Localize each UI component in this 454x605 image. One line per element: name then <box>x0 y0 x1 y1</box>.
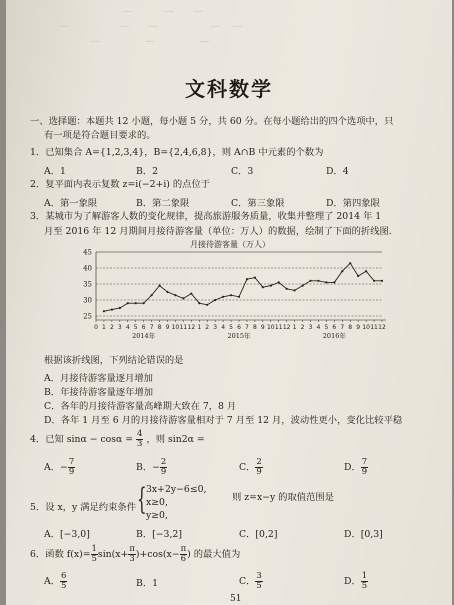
q6-f3-num: π <box>180 544 187 554</box>
q6-a-den: 5 <box>61 581 67 591</box>
x-tick-label: 4 <box>316 324 321 331</box>
data-point <box>103 310 105 312</box>
data-point <box>309 280 311 282</box>
data-point <box>246 278 248 280</box>
q1-option-c[interactable]: C．3 <box>231 166 254 177</box>
x-tick-label: 8 <box>348 324 353 331</box>
q4-option-a[interactable] <box>44 458 75 477</box>
q3-option-a[interactable]: A．月接待游客量逐月增加 <box>44 373 153 384</box>
q5-constraint-1: 3x+2y−6≤0, <box>146 484 207 495</box>
x-tick-label: 3 <box>117 324 122 331</box>
data-point <box>174 294 176 296</box>
x-tick-label: 1 <box>292 324 297 331</box>
q4-a-num: 7 <box>68 457 75 467</box>
data-point <box>135 302 137 304</box>
y-tick-label: 25 <box>83 312 92 321</box>
q3-option-c[interactable]: C．各年的月接待游客量高峰期大致在 7，8 月 <box>44 401 237 412</box>
data-point <box>254 277 256 279</box>
y-tick-label: 35 <box>83 280 92 289</box>
q3-option-b[interactable]: B．年接待游客量逐年增加 <box>44 387 154 398</box>
year-label: 2014年 <box>132 332 156 340</box>
x-tick-label: 2 <box>300 324 305 331</box>
q4-option-d[interactable] <box>344 458 368 477</box>
q6-option-d[interactable] <box>344 572 368 591</box>
q5-option-a[interactable]: A．[−3,0] <box>44 529 90 540</box>
x-tick-label: 4 <box>221 324 226 331</box>
q6-f2-den: 3 <box>129 554 135 564</box>
data-point <box>190 293 192 295</box>
q5-option-b[interactable]: B．[−3,2] <box>136 529 182 540</box>
q4-frac-num: 4 <box>137 429 143 439</box>
q6-a-num: 6 <box>61 571 67 581</box>
x-tick-label: 10 <box>266 324 275 331</box>
q6-stem-c: )+cos(x− <box>135 549 180 560</box>
x-tick-label: 8 <box>157 324 162 331</box>
data-point <box>230 294 232 296</box>
chart-svg <box>70 238 400 350</box>
question-5-stem-a: 5．设 x，y 满足约束条件 <box>30 502 136 513</box>
section-heading: 一、选择题：本题共 12 小题，每小题 5 分，共 60 分。在每小题给出的四个选项中，只 <box>30 116 394 127</box>
x-tick-label: 3 <box>308 324 313 331</box>
visitor-line-chart <box>70 238 400 350</box>
q5-option-d[interactable]: D．[0,3] <box>344 529 383 540</box>
q4-stem-b: ，则 sin2α = <box>146 434 205 445</box>
series-line <box>104 263 382 311</box>
x-tick-label: 5 <box>133 324 138 331</box>
q4-frac-den: 3 <box>137 439 143 449</box>
data-point <box>158 285 160 287</box>
q5-constraint-3: y≥0, <box>146 510 168 521</box>
q6-option-b[interactable]: B．1 <box>136 578 159 589</box>
data-point <box>357 275 359 277</box>
data-point <box>119 307 121 309</box>
data-point <box>222 296 224 298</box>
data-point <box>151 294 153 296</box>
q6-d-label: D． <box>344 576 361 587</box>
x-tick-label: 10 <box>362 324 370 331</box>
x-tick-label: 12 <box>282 324 291 331</box>
data-point <box>143 302 145 304</box>
x-tick-label: 4 <box>125 324 130 331</box>
data-point <box>127 302 129 304</box>
q6-f2-num: π <box>129 544 135 554</box>
q1-option-a[interactable]: A．1 <box>44 166 66 177</box>
year-label: 2016年 <box>322 332 346 340</box>
question-2-stem: 2．复平面内表示复数 z=i(−2+i) 的点位于 <box>30 179 211 190</box>
q5-brace-icon: { <box>137 482 147 517</box>
show-through-text: — — — — — — — — — — — <box>46 6 243 47</box>
q4-fraction <box>136 430 143 449</box>
document-page <box>6 0 452 605</box>
y-tick-label: 30 <box>83 296 92 305</box>
q5-option-c[interactable]: C．[0,2] <box>239 529 278 540</box>
data-point <box>301 285 303 287</box>
x-tick-label: 2 <box>205 324 210 331</box>
x-tick-label: 3 <box>213 324 218 331</box>
data-point <box>349 262 351 264</box>
question-4-stem <box>30 430 205 450</box>
q6-c-label: C． <box>239 576 256 587</box>
x-tick-label: 12 <box>378 324 386 331</box>
x-tick-label: 11 <box>179 324 188 331</box>
data-point <box>286 288 288 290</box>
x-tick-label: 7 <box>340 324 345 331</box>
q4-a-label: A．− <box>44 462 68 473</box>
q6-d-den: 5 <box>361 581 368 591</box>
x-tick-label: 10 <box>171 324 180 331</box>
y-tick-label: 45 <box>83 248 92 257</box>
question-3-stem: 3．某城市为了解游客人数的变化规律，提高旅游服务质量，收集并整理了 2014 年 1 <box>30 211 382 222</box>
x-tick-label: 6 <box>141 324 146 331</box>
q4-option-c[interactable] <box>239 458 263 477</box>
q6-stem-b: sin(x+ <box>97 549 129 560</box>
x-tick-label: 1 <box>197 324 202 331</box>
page-title: 文科数学 <box>185 77 273 101</box>
q2-option-c[interactable]: C．第三象限 <box>231 198 285 209</box>
question-6-stem <box>30 545 240 565</box>
y-tick-label: 40 <box>83 264 92 273</box>
q2-option-d[interactable]: D．第四象限 <box>326 198 380 209</box>
data-point <box>111 309 113 311</box>
chart-title: 月接待游客量（万人） <box>190 240 270 249</box>
q4-b-num: 2 <box>160 457 167 467</box>
data-point <box>238 296 240 298</box>
data-point <box>198 302 200 304</box>
q4-b-den: 9 <box>160 467 167 477</box>
q4-a-den: 9 <box>68 467 75 477</box>
q6-f1-num: 1 <box>91 544 97 554</box>
data-point <box>182 297 184 299</box>
x-tick-label: 7 <box>245 324 249 331</box>
q6-c-den: 5 <box>256 581 262 591</box>
x-tick-label: 6 <box>237 324 241 331</box>
q4-option-b[interactable] <box>136 458 167 477</box>
q2-option-b[interactable]: B．第二象限 <box>136 198 190 209</box>
q6-f1-den: 5 <box>91 554 97 564</box>
data-point <box>166 291 168 293</box>
q6-option-a[interactable] <box>44 572 67 591</box>
x-tick-label: 12 <box>187 324 196 331</box>
question-3-prompt: 根据该折线图，下列结论错误的是 <box>44 355 184 366</box>
data-point <box>381 280 383 282</box>
x-tick-label: 6 <box>332 324 337 331</box>
section-heading-cont: 有一项是符合题目要求的。 <box>44 130 156 141</box>
q6-option-c[interactable] <box>239 572 263 591</box>
q1-option-d[interactable]: D．4 <box>326 166 349 177</box>
q6-c-num: 3 <box>256 571 262 581</box>
q4-d-den: 9 <box>361 467 368 477</box>
q3-option-d[interactable]: D．各年 1 月至 6 月的月接待游客量相对于 7 月至 12 月，波动性更小，变化比较平稳 <box>44 415 403 426</box>
question-3-stem-cont: 月至 2016 年 12 月期间月接待游客量（单位：万人）的数据，绘制了下面的折线图. <box>44 226 392 237</box>
q4-stem-a: 4．已知 sinα − cosα = <box>30 434 134 445</box>
x-tick-label: 2 <box>109 324 114 331</box>
q4-b-label: B．− <box>136 462 160 473</box>
x-tick-label: 5 <box>324 324 329 331</box>
q1-option-b[interactable]: B．2 <box>136 166 159 177</box>
q6-d-num: 1 <box>361 571 368 581</box>
q6-stem-a: 6．函数 f(x)= <box>30 549 91 560</box>
data-point <box>365 270 367 272</box>
data-point <box>373 280 375 282</box>
data-point <box>325 281 327 283</box>
data-point <box>278 281 280 283</box>
q2-option-a[interactable]: A．第一象限 <box>44 198 98 209</box>
q6-a-label: A． <box>44 576 61 587</box>
data-point <box>317 280 319 282</box>
page-number: 51 <box>230 594 242 604</box>
x-tick-label: 1 <box>102 324 106 331</box>
data-point <box>270 285 272 287</box>
q4-c-label: C． <box>239 462 256 473</box>
x-tick-label: 8 <box>252 324 257 331</box>
x-tick-label: 0 <box>94 324 98 331</box>
q4-d-label: D． <box>344 462 361 473</box>
question-5-stem-b: 则 z=x−y 的取值范围是 <box>232 492 334 503</box>
data-point <box>262 286 264 288</box>
data-point <box>341 270 343 272</box>
data-point <box>294 289 296 291</box>
q6-stem-d: ) 的最大值为 <box>187 549 241 560</box>
x-tick-label: 9 <box>356 324 361 331</box>
x-tick-label: 11 <box>370 324 378 331</box>
question-1-stem: 1．已知集合 A={1,2,3,4}，B={2,4,6,8}，则 A∩B 中元素的个数为 <box>30 147 324 158</box>
q5-constraint-2: x≥0, <box>146 497 168 508</box>
x-tick-label: 5 <box>229 324 233 331</box>
q6-f3-den: 6 <box>180 554 187 564</box>
q4-c-den: 9 <box>256 467 262 477</box>
x-tick-label: 11 <box>274 324 283 331</box>
q4-d-num: 7 <box>361 457 368 467</box>
data-point <box>333 281 335 283</box>
q4-c-num: 2 <box>256 457 262 467</box>
year-label: 2015年 <box>227 332 251 340</box>
x-tick-label: 9 <box>165 324 170 331</box>
x-tick-label: 7 <box>149 324 154 331</box>
data-point <box>214 299 216 301</box>
x-tick-label: 9 <box>260 324 265 331</box>
data-point <box>206 304 208 306</box>
